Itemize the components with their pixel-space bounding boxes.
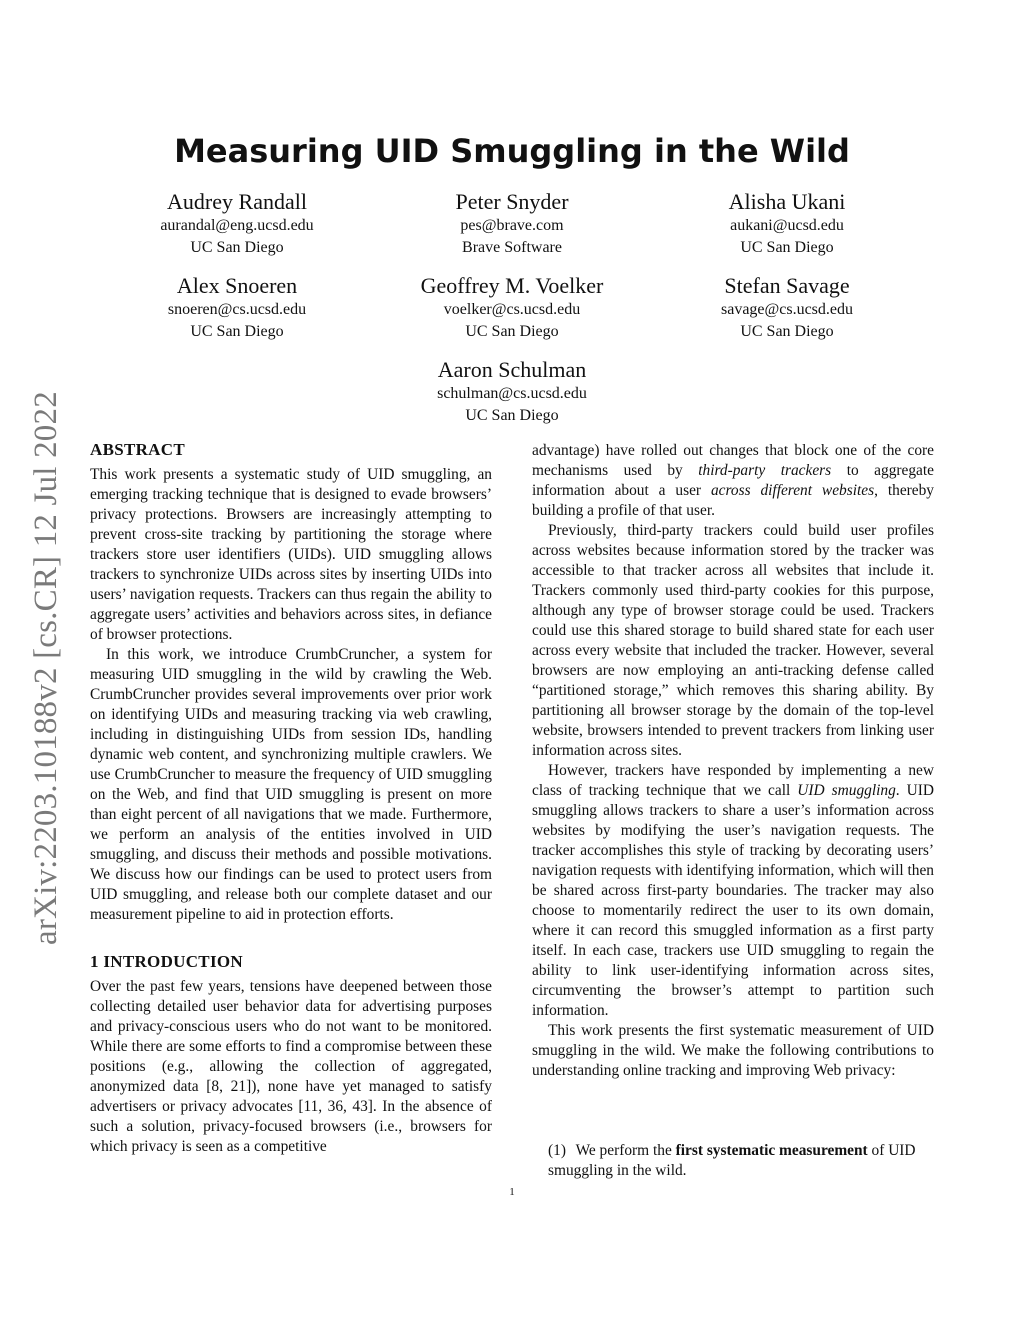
author-affiliation: UC San Diego <box>190 323 284 340</box>
author-block <box>352 273 672 343</box>
text-run: to aggregate information about a user <box>532 462 934 499</box>
list-number: (1) <box>548 1142 566 1159</box>
author-email: savage@cs.ucsd.edu <box>720 301 854 318</box>
author-name: Alisha Ukani <box>728 189 846 214</box>
author-name: Alex Snoeren <box>176 273 298 298</box>
text-run: . UID smuggling allows trackers to share a user’s information across websites by modifying the user’s navigation requests. The tracker accomplishes this style of tracking by decorating users’ navigation requests with identifying information, which will then be shared across first-party boundaries. The tracker may also choose to momentarily redirect the user to its own domain, where it can record this smuggled information as a first party itself. In each case, trackers use UID smuggling to regain the ability to link user-identifying information across sites, circumventing the browser’s attempt to partition such information. <box>532 782 934 1019</box>
author-block <box>627 273 947 343</box>
text-run: However, trackers have responded by implementing a new class of tracking technique that we call <box>532 762 934 799</box>
author-affiliation: UC San Diego <box>465 323 559 340</box>
contribution-list-item <box>548 1141 938 1181</box>
intro-paragraph <box>532 761 934 1021</box>
author-affiliation: UC San Diego <box>740 323 834 340</box>
emphasis-text: across different websites <box>710 482 875 499</box>
author-block <box>77 273 397 343</box>
author-email: schulman@cs.ucsd.edu <box>437 385 587 402</box>
intro-paragraph: Over the past few years, tensions have deepened between those collecting detailed user behavior data for advertising purposes and privacy-conscious users who do not want to be monitored. While there are some efforts to find a compromise between these positions (e.g., allowing the collection of aggregated, anonymized data [8, 21]), none have yet managed to satisfy advertisers or privacy advocates [11, 36, 43]. In the absence of such a solution, privacy-focused browsers (i.e., browsers for which privacy is seen as a competitive <box>90 978 492 1155</box>
author-affiliation: UC San Diego <box>465 407 559 424</box>
intro-paragraph: Previously, third-party trackers could build user profiles across websites because information stored by the tracker was accessible to that tracker across all websites that include it. Trackers commonly used third-party cookies for this purpose, although any type of browser storage could be used. Trackers could use this shared storage to build shared state for each user across every website that included the tracker. However, several browsers are now employing an anti-tracking defense called “partitioned storage,” which removes this sharing ability. By partitioning all browser storage by the domain of the top-level website, browsers intended to prevent trackers from linking user information across sites. <box>532 522 934 759</box>
author-block <box>77 189 397 259</box>
author-name: Geoffrey M. Voelker <box>420 273 604 298</box>
paper-title: Measuring UID Smuggling in the Wild <box>174 132 850 170</box>
author-email: aurandal@eng.ucsd.edu <box>160 217 314 234</box>
author-block <box>352 357 672 427</box>
author-name: Audrey Randall <box>167 189 307 214</box>
intro-paragraph: This work presents the first systematic measurement of UID smuggling in the wild. We make the following contributions to understanding online tracking and improving Web privacy: <box>532 1022 934 1079</box>
author-block <box>627 189 947 259</box>
emphasis-text: third-party trackers <box>698 462 832 479</box>
arxiv-identifier: arXiv:2203.10188v2 [cs.CR] 12 Jul 2022 <box>28 391 64 945</box>
emphasis-text: UID smuggling <box>797 782 896 799</box>
author-name: Peter Snyder <box>455 189 569 214</box>
author-name: Aaron Schulman <box>437 357 587 382</box>
author-name: Stefan Savage <box>724 273 850 298</box>
author-affiliation: UC San Diego <box>190 239 284 256</box>
author-email: aukani@ucsd.edu <box>730 217 844 234</box>
bold-text: first systematic measurement <box>675 1142 868 1159</box>
intro-paragraph-continued <box>532 441 934 521</box>
page-number: 1 <box>509 1186 515 1198</box>
author-affiliation: Brave Software <box>462 239 562 256</box>
right-column <box>532 441 934 1081</box>
author-affiliation: UC San Diego <box>740 239 834 256</box>
abstract-paragraph: In this work, we introduce CrumbCruncher, a system for measuring UID smuggling in the wild by crawling the Web. CrumbCruncher provides several improvements over prior work on identifying UIDs and measuring tracking via web crawling, including in distinguishing UIDs from session IDs, handling dynamic web content, and synchronizing multiple crawlers. We use CrumbCruncher to measure the frequency of UID smuggling on the Web, and find that UID smuggling is present on more than eight percent of all navigations that we made. Furthermore, we perform an analysis of the entities involved in UID smuggling, and discuss their methods and possible motivations. We discuss how our findings can be used to protect users from UID smuggling, and release both our complete dataset and our measurement pipeline to aid in protection efforts. <box>90 646 492 923</box>
author-email: snoeren@cs.ucsd.edu <box>167 301 307 318</box>
text-run: of UID smuggling in the wild. <box>548 1142 916 1179</box>
abstract-heading: ABSTRACT <box>90 440 185 459</box>
text-run: , thereby building a profile of that user. <box>532 482 934 519</box>
abstract-paragraph: This work presents a systematic study of UID smuggling, an emerging tracking technique that is designed to evade browsers’ privacy protections. Browsers are increasingly attempting to prevent cross-site tracking by partitioning the storage where trackers store user identifiers (UIDs). UID smuggling allows trackers to synchronize UIDs across sites by inserting UIDs into users’ navigation requests. Trackers can thus regain the ability to aggregate users’ activities and behaviors across sites, in defiance of browser protections. <box>90 466 492 643</box>
text-run: We perform the <box>575 1142 676 1159</box>
author-email: pes@brave.com <box>460 217 564 234</box>
author-block <box>352 189 672 259</box>
text-run: advantage) have rolled out changes that block one of the core mechanisms used by <box>532 442 934 479</box>
left-column <box>90 439 492 1157</box>
introduction-heading: 1 INTRODUCTION <box>90 952 243 971</box>
author-email: voelker@cs.ucsd.edu <box>443 301 581 318</box>
